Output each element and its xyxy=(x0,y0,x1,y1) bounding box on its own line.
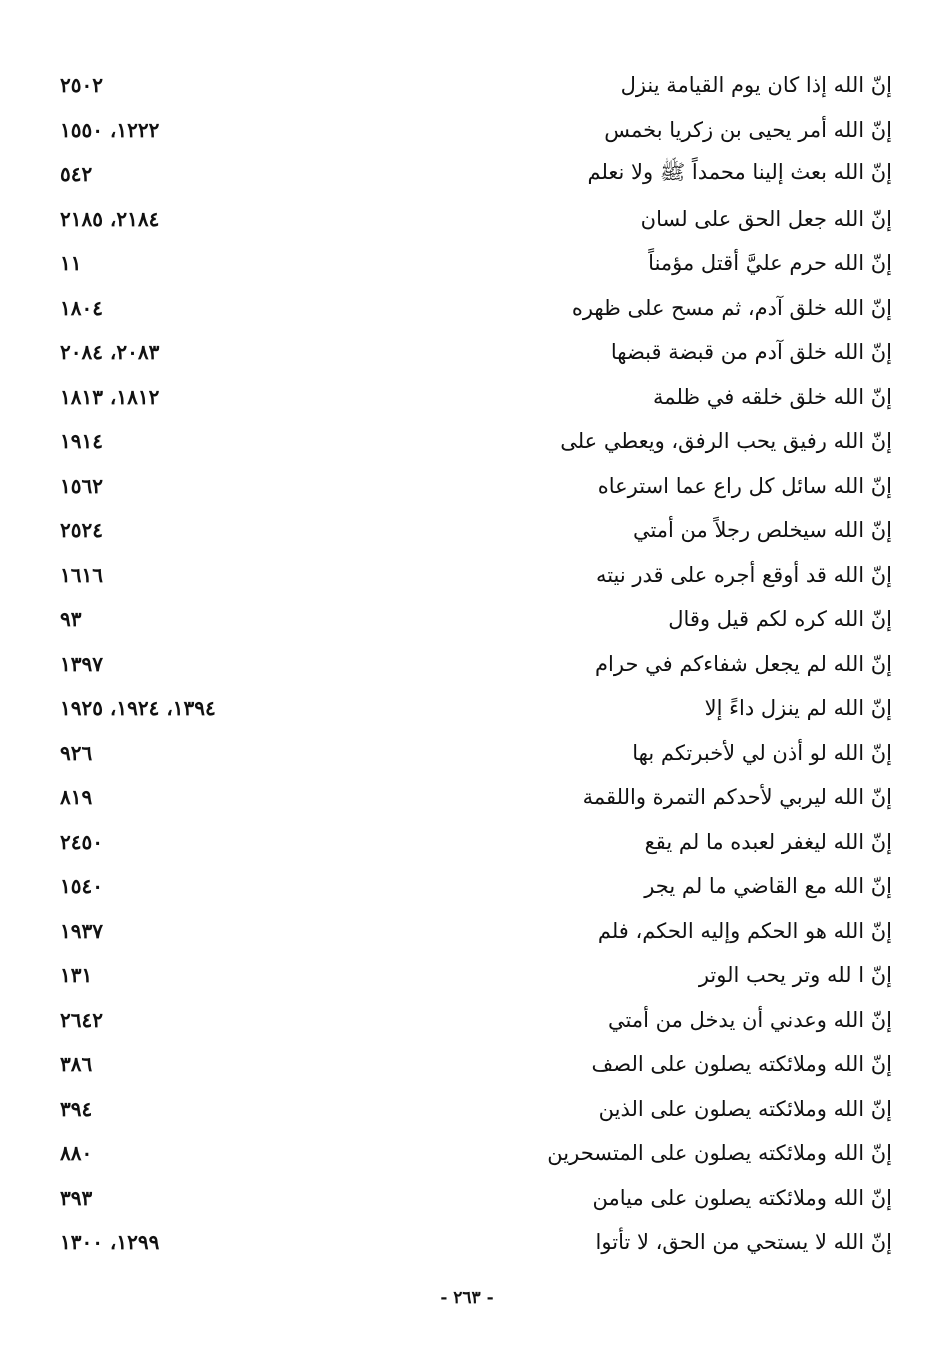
index-entry xyxy=(60,909,892,954)
index-entry xyxy=(60,731,892,776)
entry-hadith-phrase: إنّ الله رفيق يحب الرفق، ويعطي على xyxy=(560,429,892,454)
entry-reference-numbers: ٣٩٣ xyxy=(60,1185,93,1210)
entry-reference-numbers: ٣٩٤ xyxy=(60,1096,93,1121)
index-entry xyxy=(60,508,892,553)
entry-hadith-phrase: إنّ الله جعل الحق على لسان xyxy=(640,206,892,231)
index-entry xyxy=(60,1087,892,1132)
entry-hadith-phrase: إنّ الله ليغفر لعبده ما لم يقع xyxy=(644,829,892,854)
index-entry xyxy=(60,464,892,509)
index-entry xyxy=(60,375,892,420)
index-entry xyxy=(60,152,892,197)
entry-reference-numbers: ١٣٩٧ xyxy=(60,651,103,676)
entry-reference-numbers: ١٢٩٩، ١٣٠٠ xyxy=(60,1230,160,1255)
index-list xyxy=(60,63,892,1265)
index-entry xyxy=(60,419,892,464)
index-entry xyxy=(60,864,892,909)
entry-hadith-phrase: إنّ الله أمر يحيى بن زكريا بخمس xyxy=(604,117,892,142)
index-entry xyxy=(60,775,892,820)
entry-reference-numbers: ١٢٢٢، ١٥٥٠ xyxy=(60,117,160,142)
entry-hadith-phrase: إنّ الله خلق آدم، ثم مسح على ظهره xyxy=(571,295,892,320)
entry-reference-numbers: ١٩١٤ xyxy=(60,429,103,454)
entry-hadith-phrase: إنّ الله قد أوقع أجره على قدر نيته xyxy=(595,562,892,587)
entry-reference-numbers: ٢٤٥٠ xyxy=(60,829,103,854)
entry-hadith-phrase: إنّ الله وملائكته يصلون على ميامن xyxy=(592,1185,892,1210)
entry-reference-numbers: ١٦١٦ xyxy=(60,562,103,587)
entry-reference-numbers: ١٨٠٤ xyxy=(60,295,103,320)
entry-hadith-phrase: إنّ الله خلق آدم من قبضة قبضها xyxy=(610,340,892,365)
entry-reference-numbers: ٨٨٠ xyxy=(60,1141,93,1166)
index-entry xyxy=(60,686,892,731)
entry-reference-numbers: ٩٢٦ xyxy=(60,740,93,765)
index-entry xyxy=(60,1042,892,1087)
index-entry xyxy=(60,553,892,598)
index-entry xyxy=(60,108,892,153)
entry-hadith-phrase: إنّ الله وعدني أن يدخل من أمتي xyxy=(608,1007,892,1032)
entry-hadith-phrase: إنّ الله ليربي لأحدكم التمرة واللقمة xyxy=(582,785,892,810)
entry-hadith-phrase: إنّ الله حرم عليَّ أقتل مؤمناً xyxy=(648,251,892,276)
entry-hadith-phrase: إنّ الله بعث إلينا محمداً ﷺ ولا نعلم xyxy=(587,159,892,184)
index-entry xyxy=(60,953,892,998)
entry-hadith-phrase: إنّ الله سيخلص رجلاً من أمتي xyxy=(632,518,892,543)
index-entry xyxy=(60,330,892,375)
index-entry xyxy=(60,241,892,286)
entry-reference-numbers: ١٨١٢، ١٨١٣ xyxy=(60,384,160,409)
entry-hadith-phrase: إنّ الله كره لكم قيل وقال xyxy=(668,607,892,632)
entry-hadith-phrase: إنّ الله وملائكته يصلون على الصف xyxy=(591,1052,892,1077)
entry-hadith-phrase: إنّ الله وملائكته يصلون على الذين xyxy=(598,1096,892,1121)
entry-reference-numbers: ١٩٣٧ xyxy=(60,918,103,943)
entry-hadith-phrase: إنّ الله لم ينزل داءً إلا xyxy=(704,696,892,721)
entry-reference-numbers: ٢٦٤٢ xyxy=(60,1007,103,1032)
entry-reference-numbers: ١٥٤٠ xyxy=(60,874,103,899)
entry-hadith-phrase: إنّ الله مع القاضي ما لم يجر xyxy=(644,874,892,899)
index-entry xyxy=(60,1220,892,1265)
page-number: - ٢٦٣ - xyxy=(440,1288,494,1308)
entry-reference-numbers: ٩٣ xyxy=(60,607,82,632)
index-entry xyxy=(60,820,892,865)
entry-reference-numbers: ٢٥٢٤ xyxy=(60,518,103,543)
index-entry xyxy=(60,597,892,642)
index-entry xyxy=(60,63,892,108)
entry-hadith-phrase: إنّ الله لو أذن لي لأخبرتكم بها xyxy=(632,740,892,765)
entry-reference-numbers: ١٣١ xyxy=(60,963,93,988)
entry-hadith-phrase: إنّ الله هو الحكم وإليه الحكم، فلم xyxy=(597,918,892,943)
index-entry xyxy=(60,1176,892,1221)
index-entry xyxy=(60,286,892,331)
entry-hadith-phrase: إنّ الله إذا كان يوم القيامة ينزل xyxy=(620,73,892,98)
entry-reference-numbers: ٢٠٨٣، ٢٠٨٤ xyxy=(60,340,160,365)
entry-hadith-phrase: إنّ ا لله وتر يحب الوتر xyxy=(698,963,892,988)
entry-hadith-phrase: إنّ الله سائل كل راع عما استرعاه xyxy=(597,473,892,498)
entry-hadith-phrase: إنّ الله خلق خلقه في ظلمة xyxy=(653,384,892,409)
entry-hadith-phrase: إنّ الله لا يستحي من الحق، لا تأتوا xyxy=(595,1230,892,1255)
entry-hadith-phrase: إنّ الله وملائكته يصلون على المتسحرين xyxy=(547,1141,892,1166)
entry-reference-numbers: ٢١٨٤، ٢١٨٥ xyxy=(60,206,160,231)
entry-reference-numbers: ٢٥٠٢ xyxy=(60,73,103,98)
index-entry xyxy=(60,1131,892,1176)
entry-hadith-phrase: إنّ الله لم يجعل شفاءكم في حرام xyxy=(595,651,892,676)
entry-reference-numbers: ١١ xyxy=(60,251,82,276)
index-entry xyxy=(60,197,892,242)
entry-reference-numbers: ٥٤٢ xyxy=(60,162,93,187)
index-entry xyxy=(60,998,892,1043)
entry-reference-numbers: ١٣٩٤، ١٩٢٤، ١٩٢٥ xyxy=(60,696,216,721)
entry-reference-numbers: ٣٨٦ xyxy=(60,1052,93,1077)
index-entry xyxy=(60,642,892,687)
entry-reference-numbers: ١٥٦٢ xyxy=(60,473,103,498)
entry-reference-numbers: ٨١٩ xyxy=(60,785,93,810)
